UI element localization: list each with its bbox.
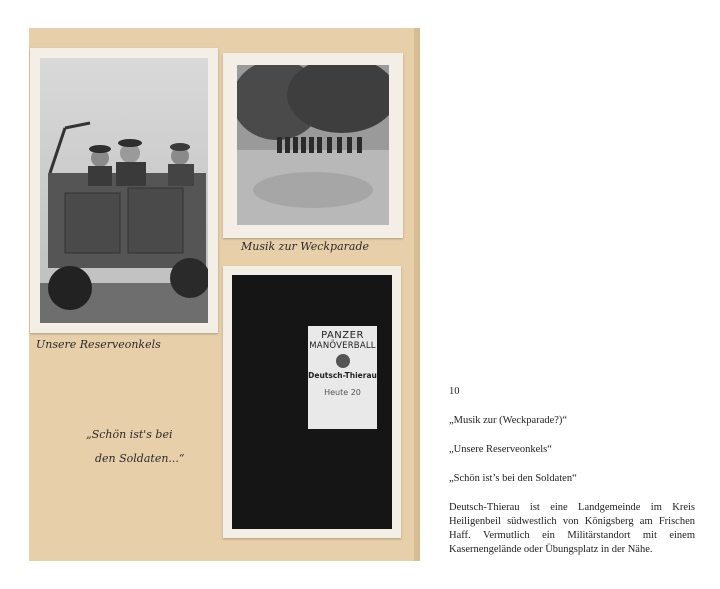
page-number: 10 (449, 386, 460, 397)
poster-line-1: PANZER (321, 330, 364, 341)
caption-3: „Schön ist’s bei den Soldaten“ (449, 473, 577, 484)
officers-car-image (40, 58, 208, 323)
poster-figure (336, 354, 350, 368)
album-page-edge (414, 28, 420, 561)
handwritten-caption-musik: Musik zur Weckparade (241, 240, 370, 253)
poster (308, 326, 377, 429)
poster-line-3: Deutsch-Thierau (308, 371, 377, 380)
caption-1: „Musik zur (Weckparade?)“ (449, 415, 568, 426)
description: Deutsch-Thierau ist eine Landgemeinde im Kreis Heiligenbeil südwestlich von Königsberg am Frischen Haff. Vermutlich ein Militärstandort mit einem Kasernengelände oder Übungsplatz in der Nähe. (449, 502, 695, 555)
poster-line-4: Heute 20 (324, 388, 361, 397)
caption-2: „Unsere Reserveonkels“ (449, 444, 552, 455)
photo-parade-music (223, 53, 403, 238)
parade-music-image (237, 65, 389, 225)
photo-officers-in-car (30, 48, 218, 333)
handwritten-caption-schoen-line1: „Schön ist's bei (86, 428, 173, 441)
handwritten-caption-schoen-line2: den Soldaten...“ (95, 452, 185, 465)
text-column (449, 385, 695, 572)
poster-line-2: MANÖVERBALL (309, 341, 376, 351)
photo-panzer-poster (223, 266, 401, 538)
handwritten-caption-reserve: Unsere Reserveonkels (36, 338, 161, 351)
